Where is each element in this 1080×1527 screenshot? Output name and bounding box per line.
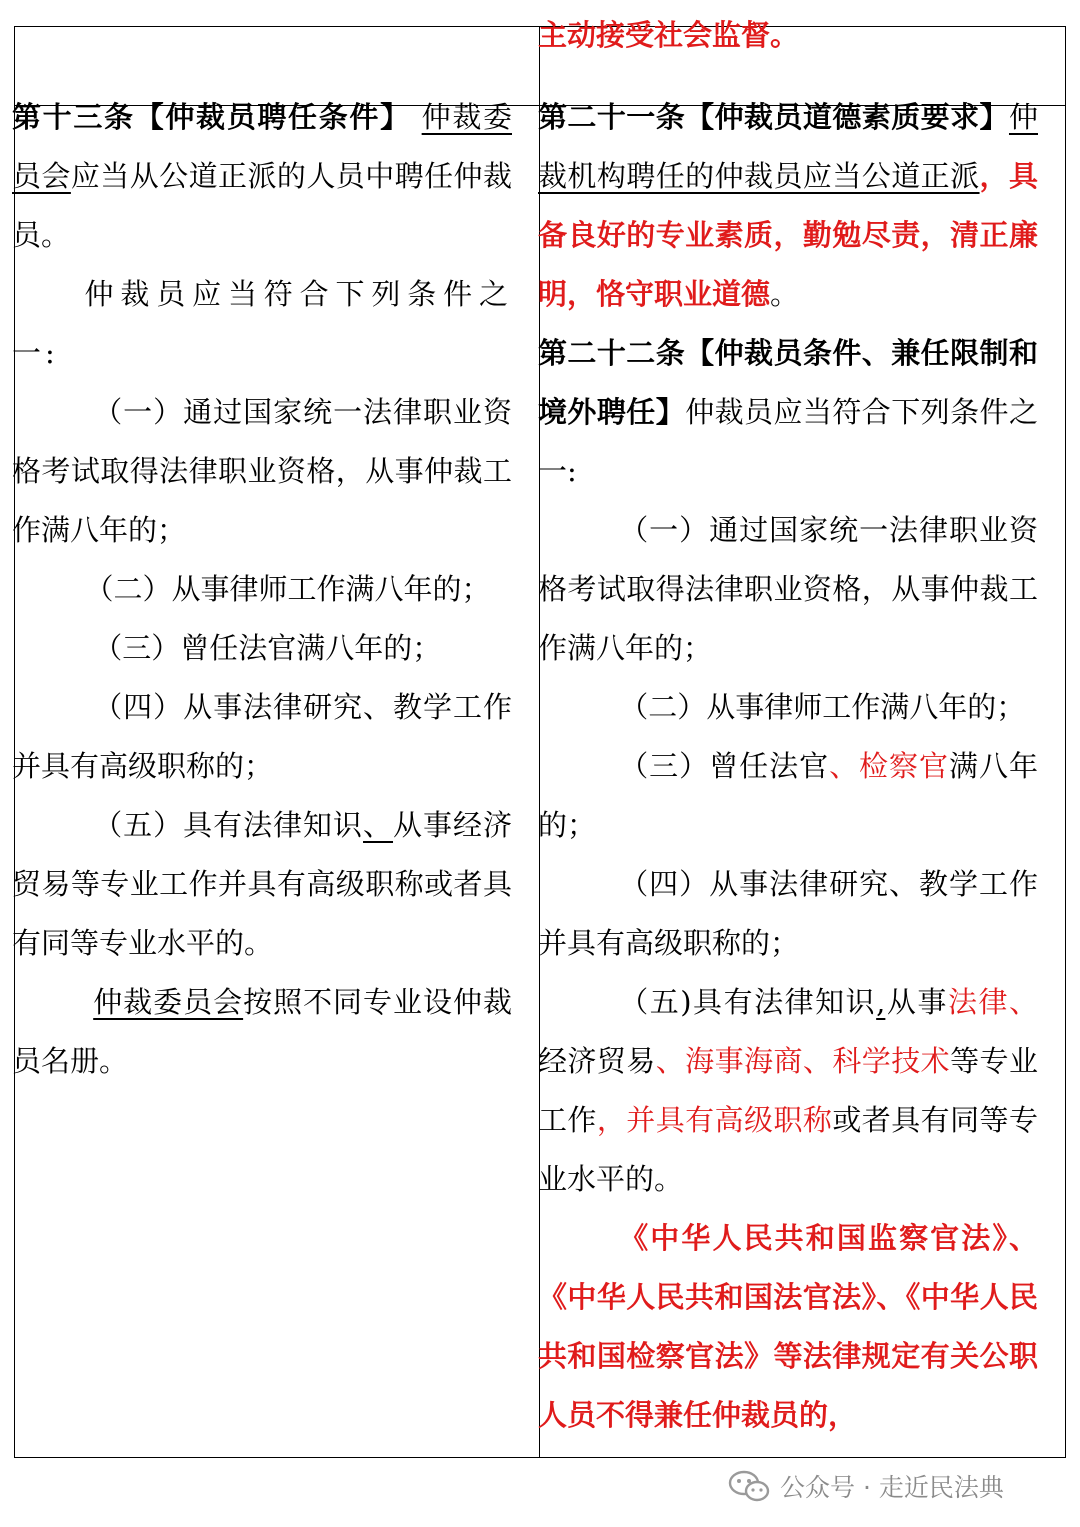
old-law-article-13 [12,88,512,1091]
article-22-heading: 第二十二条【仲裁员条件、兼任限制和境外聘任】 [538,336,1038,429]
wechat-icon [728,1470,770,1502]
condition-4: （四）从事法律研究、教学工作并具有高级职称的； [538,867,1038,960]
article-21-paragraph: 第二十一条【仲裁员道德素质要求】仲裁机构聘任的仲裁员应当公道正派，具备良好的专业素质，勤勉尽责，清正廉明，恪守职业道德。 [538,100,1038,311]
top-right-cell [538,6,1038,65]
condition-2: （二）从事律师工作满八年的； [619,690,1026,724]
article-13-paragraph [12,88,512,265]
arbitration-commission-term: 仲裁委员会 [93,985,244,1019]
conditions-intro: 仲裁员应当符合下列条件之一: [12,277,512,370]
condition-5: （五）具有法律知识、从事经济贸易等专业工作并具有高级职称或者具有同等专业水平的。 [12,808,512,960]
watermark-text: 公众号 · 走近民法典 [780,1473,1004,1502]
condition-5: （五)具有法律知识,从事法律、经济贸易、海事海商、科学技术等专业工作，并具有高级职称或者具有同等专业水平的。 [538,985,1038,1196]
condition-1: （一）通过国家统一法律职业资格考试取得法律职业资格，从事仲裁工作满八年的； [538,513,1038,665]
arbitration-commission-term: 仲裁委员会 [12,100,512,193]
account-watermark [728,1466,1004,1506]
article-13-text: 应当从公道正派的人员中聘任仲裁员。 [12,159,512,252]
new-law-articles-21-22 [538,88,1038,1445]
condition-3: （三）曾任法官、检察官满八年的； [538,749,1038,842]
condition-4: （四）从事法律研究、教学工作并具有高级职称的； [12,690,512,783]
condition-1: （一）通过国家统一法律职业资格考试取得法律职业资格，从事仲裁工作满八年的； [12,395,512,547]
article-21-heading: 第二十一条【仲裁员道德素质要求】 [538,100,1009,134]
concurrent-office-restriction: 《中华人民共和国监察官法》、《中华人民共和国法官法》、《中华人民共和国检察官法》等法律规定有关公职人员不得兼任仲裁员的， [538,1221,1038,1432]
condition-3: （三）曾任法官满八年的； [93,631,442,665]
roster-paragraph: 仲裁委员会按照不同专业设仲裁员名册。 [12,985,512,1078]
article-22-paragraph: 第二十二条【仲裁员条件、兼任限制和境外聘任】仲裁员应当符合下列条件之一: [538,336,1038,488]
article-13-heading: 第十三条【仲裁员聘任条件】 [12,100,411,134]
supervision-text: 主动接受社会监督。 [538,18,800,52]
condition-2: （二）从事律师工作满八年的； [84,572,491,606]
